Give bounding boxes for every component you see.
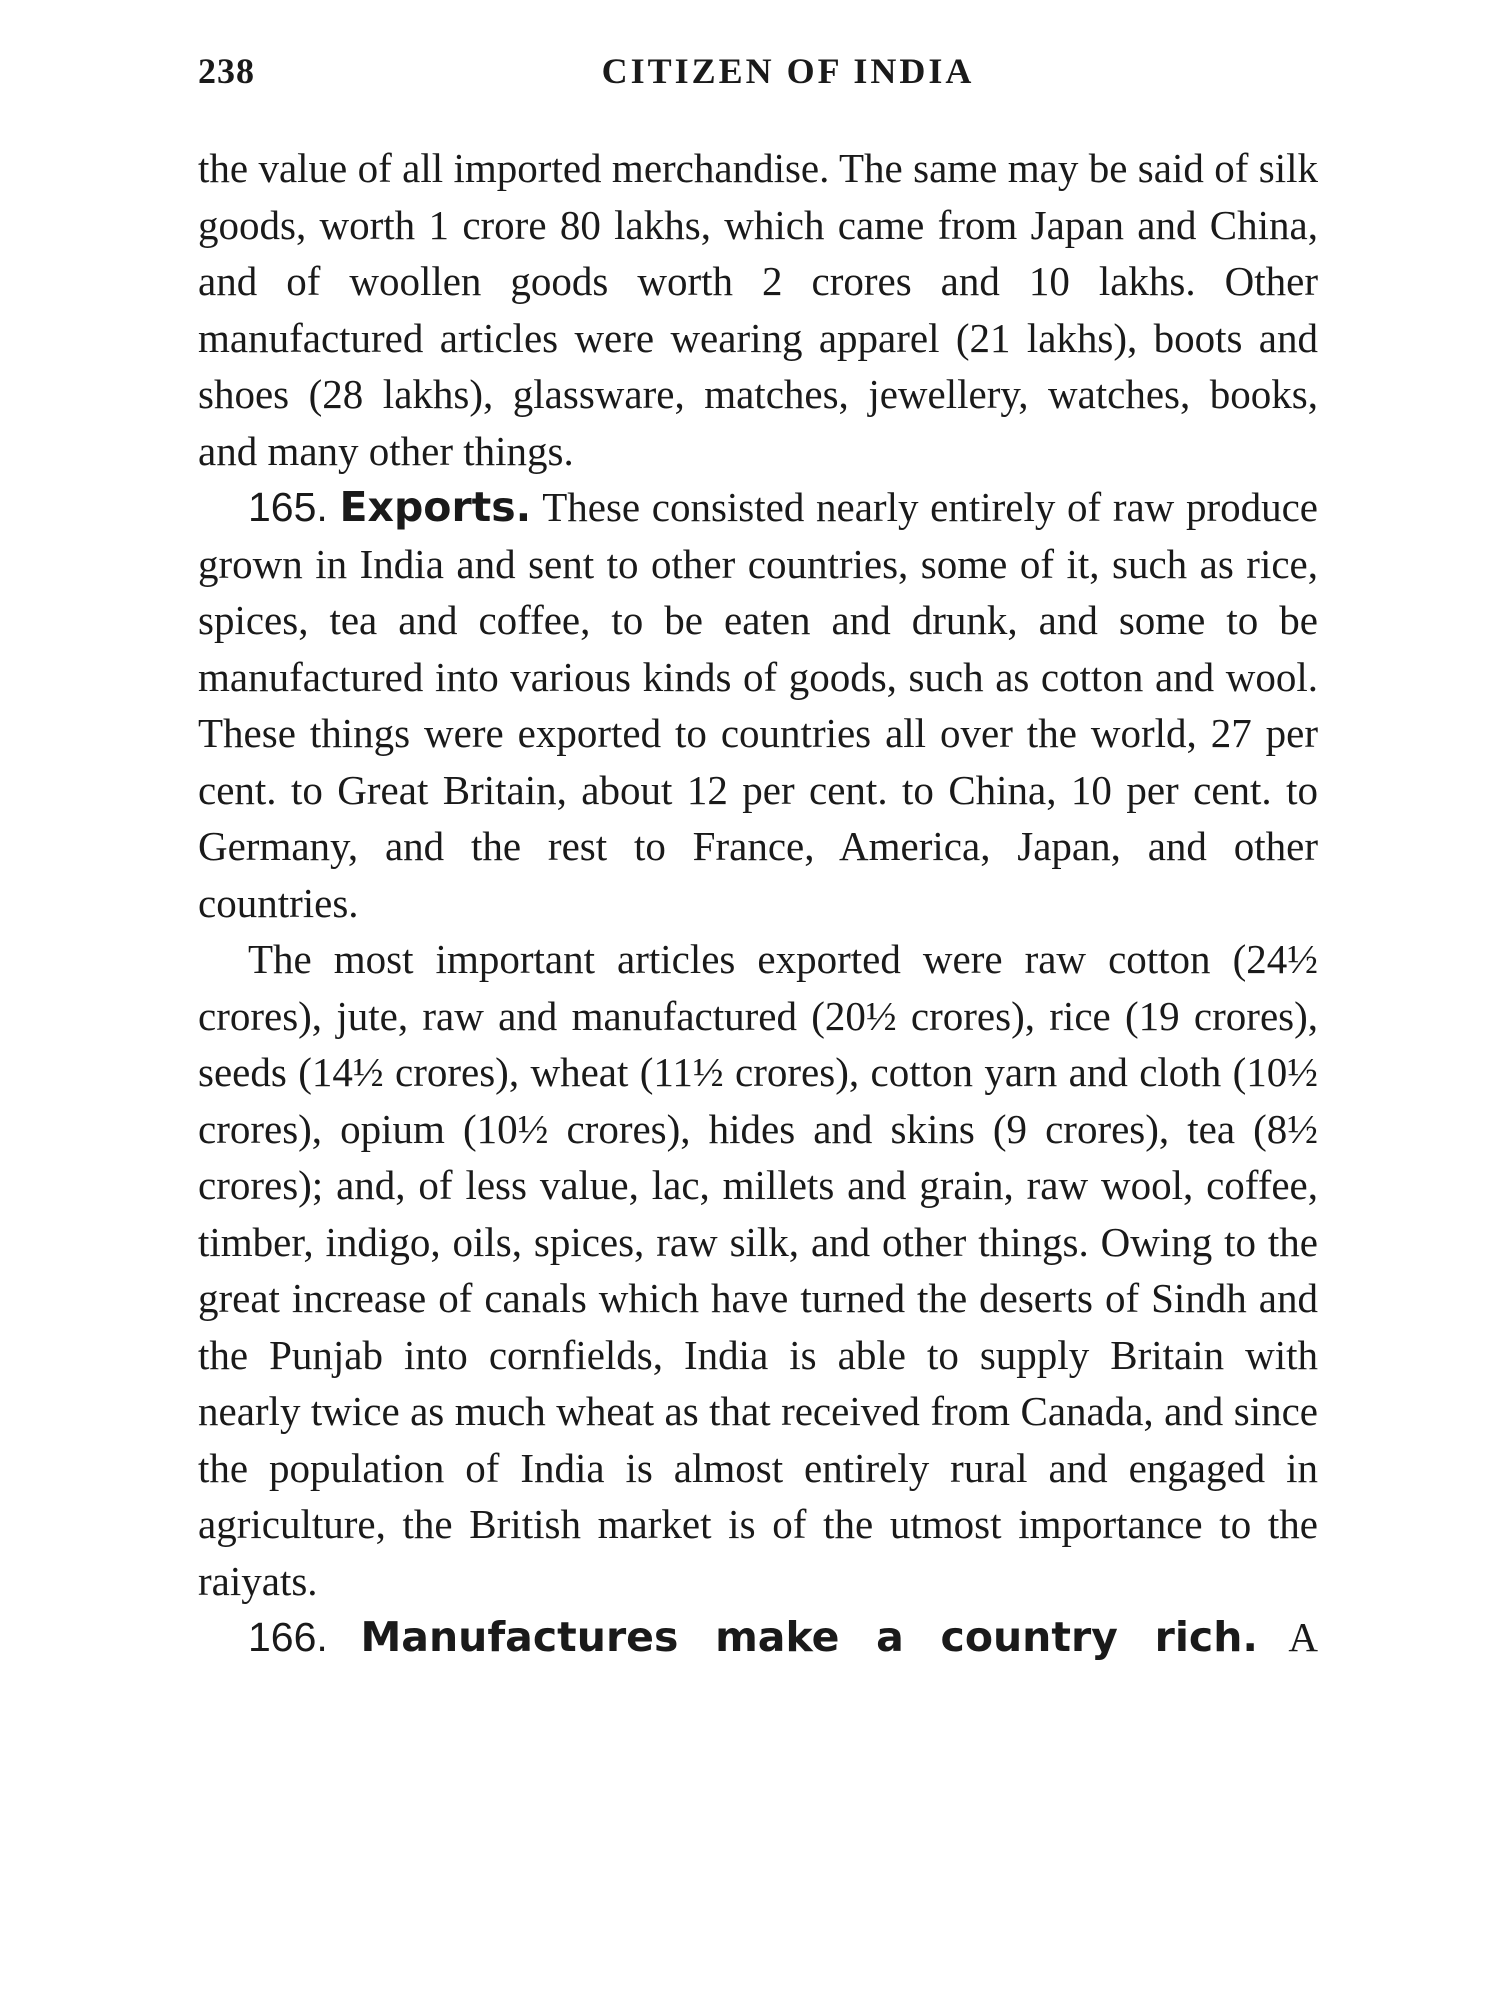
running-head <box>198 50 1318 110</box>
page-number: 238 <box>198 51 255 91</box>
paragraph-166 <box>198 1609 1318 1666</box>
running-title: CITIZEN OF INDIA <box>601 51 975 91</box>
section-number: 165. <box>248 484 328 530</box>
book-page <box>198 50 1318 1666</box>
section-number: 166. <box>248 1614 328 1660</box>
section-heading: Exports. <box>339 483 532 531</box>
paragraph-text: A <box>1288 1614 1318 1660</box>
paragraph-continued: the value of all imported merchandise. The same may be said of silk goods, worth 1 crore 80 lakhs, which came from Japan and China, and of woollen goods worth 2 crores and 10 lakhs. Other manufactured articles were wearing apparel (21 lakhs), boots and shoes (28 lakhs), glassware, matches, jewellery, watches, books, and many other things. <box>198 145 1318 474</box>
paragraph-text: These consisted nearly entirely of raw produce grown in India and sent to other countries, some of it, such as rice, spices, tea and coffee, to be eaten and drunk, and some to be manufactured into various kinds of goods, such as cotton and wool. These things were exported to countries all over the world, 27 per cent. to Great Britain, about 12 per cent. to China, 10 per cent. to Germany, and the rest to France, America, Japan, and other countries. <box>198 484 1319 926</box>
paragraph-exports-articles: The most important articles exported were raw cotton (24½ crores), jute, raw and manufactured (20½ crores), rice (19 crores), seeds (14½ crores), wheat (11½ crores), cotton yarn and cloth (10½ crores), opium (10½ crores), hides and skins (9 crores), tea (8½ crores); and, of less value, lac, millets and grain, raw wool, coffee, timber, indigo, oils, spices, raw silk, and other things. Owing to the great increase of canals which have turned the deserts of Sindh and the Punjab into cornfields, India is able to supply Britain with nearly twice as much wheat as that received from Canada, and since the population of India is almost entirely rural and engaged in agriculture, the British market is of the utmost importance to the raiyats. <box>198 936 1318 1604</box>
body-text <box>198 140 1318 1666</box>
paragraph-165 <box>198 479 1318 931</box>
section-heading: Manufactures make a country rich. <box>360 1613 1258 1661</box>
